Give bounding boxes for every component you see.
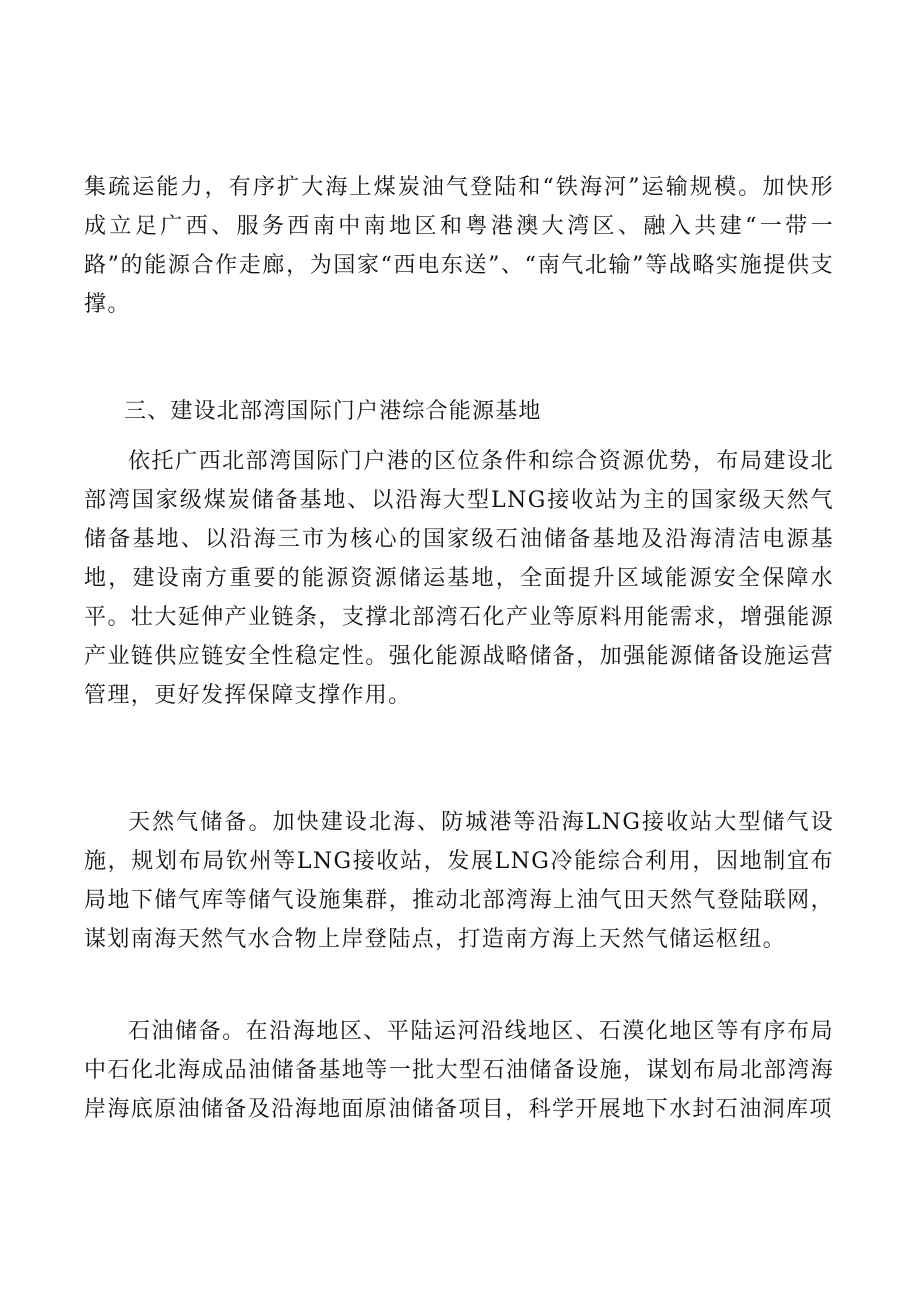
paragraph-text: 天然气储备。加快建设北海、防城港等沿海LNG接收站大型储气设施，规划布局钦州等LNG接收站，发展LNG冷能综合利用，因地制宜布局地下储气库等储气设施集群，推动北部湾海上油气田天然气登陆联网，谋划南海天然气水合物上岸登陆点，打造南方海上天然气储运枢纽。 (84, 810, 834, 952)
paragraph-text: 石油储备。在沿海地区、平陆运河沿线地区、石漠化地区等有序布局中石化北海成品油储备基地等一批大型石油储备设施，谋划布局北部湾海岸海底原油储备及沿海地面原油储备项目，科学开展地下水封石油洞库项 (84, 1019, 834, 1122)
section-heading: 三、建设北部湾国际门户港综合能源基地 (124, 399, 542, 424)
paragraph-text: 依托广西北部湾国际门户港的区位条件和综合资源优势，布局建设北部湾国家级煤炭储备基地、以沿海大型LNG接收站为主的国家级天然气储备基地、以沿海三市为核心的国家级石油储备基地及沿海清洁电源基地，建设南方重要的能源资源储运基地，全面提升区域能源安全保障水平。壮大延伸产业链条，支撑北部湾石化产业等原料用能需求，增强能源产业链供应链安全性稳定性。强化能源战略储备，加强能源储备设施运营管理，更好发挥保障支撑作用。 (84, 449, 834, 708)
paragraph-energy-base (84, 442, 834, 715)
paragraph-transport-capacity (84, 168, 834, 324)
paragraph-oil-reserve (84, 1012, 834, 1129)
paragraph-natural-gas-reserve (84, 803, 834, 959)
paragraph-text: 集疏运能力，有序扩大海上煤炭油气登陆和“铁海河”运输规模。加快形成立足广西、服务西南中南地区和粤港澳大湾区、融入共建“一带一路”的能源合作走廊，为国家“西电东送”、“南气北输”等战略实施提供支撑。 (84, 175, 834, 317)
